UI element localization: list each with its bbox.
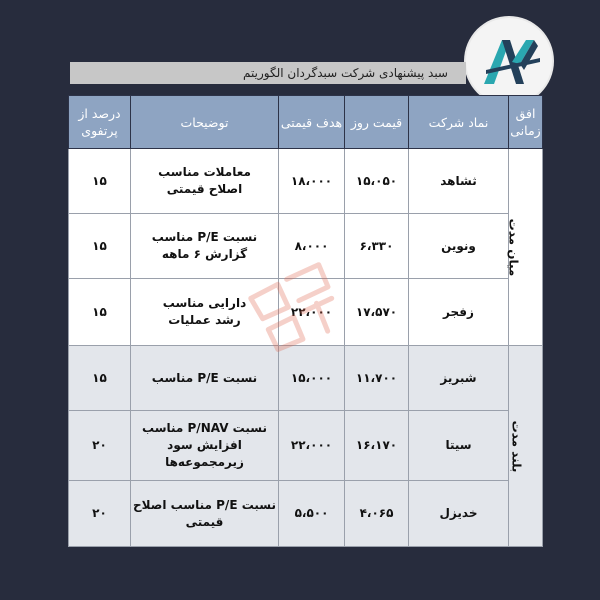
target-cell: ۸،۰۰۰ bbox=[279, 214, 345, 279]
price-cell: ۶،۳۳۰ bbox=[345, 214, 409, 279]
desc-line-1: نسبت P/E مناسب اصلاح bbox=[132, 497, 277, 512]
percent-cell: ۲۰ bbox=[69, 481, 131, 547]
desc-cell bbox=[131, 411, 279, 481]
desc-cell bbox=[131, 481, 279, 547]
table-header-row bbox=[69, 96, 543, 149]
price-cell: ۱۶،۱۷۰ bbox=[345, 411, 409, 481]
table-row bbox=[69, 214, 543, 279]
company-logo bbox=[466, 18, 552, 104]
target-cell: ۲۲،۰۰۰ bbox=[279, 279, 345, 346]
symbol-cell: سیتا bbox=[409, 411, 509, 481]
symbol-cell: ثشاهد bbox=[409, 149, 509, 214]
header-percent: درصد از پرتفوی bbox=[69, 96, 131, 149]
target-cell: ۱۸،۰۰۰ bbox=[279, 149, 345, 214]
target-cell: ۱۵،۰۰۰ bbox=[279, 346, 345, 411]
symbol-cell: خدیزل bbox=[409, 481, 509, 547]
desc-cell bbox=[131, 149, 279, 214]
horizon-label: میان مدت bbox=[506, 218, 521, 276]
desc-line-1: معاملات مناسب bbox=[158, 165, 251, 179]
header-desc: توضیحات bbox=[131, 96, 279, 149]
table-row bbox=[69, 279, 543, 346]
percent-cell: ۱۵ bbox=[69, 346, 131, 411]
desc-line-1: نسبت P/E مناسب bbox=[151, 370, 258, 385]
logo-mark-icon bbox=[466, 18, 552, 104]
price-cell: ۱۱،۷۰۰ bbox=[345, 346, 409, 411]
header-target: هدف قیمتی bbox=[279, 96, 345, 149]
desc-line-1: دارایی مناسب bbox=[162, 296, 247, 310]
symbol-cell: ونوین bbox=[409, 214, 509, 279]
desc-line-2: گزارش ۶ ماهه bbox=[161, 247, 248, 261]
target-cell: ۵،۵۰۰ bbox=[279, 481, 345, 547]
horizon-cell bbox=[506, 149, 543, 346]
table-row bbox=[69, 411, 543, 481]
portfolio-table bbox=[68, 95, 543, 547]
header-price: قیمت روز bbox=[345, 96, 409, 149]
desc-line-2: رشد عملیات bbox=[168, 313, 241, 327]
desc-line-1: نسبت P/NAV مناسب bbox=[142, 421, 267, 435]
horizon-cell bbox=[509, 346, 543, 547]
table-row bbox=[69, 481, 543, 547]
desc-cell bbox=[131, 214, 279, 279]
percent-cell: ۲۰ bbox=[69, 411, 131, 481]
desc-cell bbox=[131, 279, 279, 346]
target-cell: ۲۲،۰۰۰ bbox=[279, 411, 345, 481]
symbol-cell: زفجر bbox=[409, 279, 509, 346]
percent-cell: ۱۵ bbox=[69, 214, 131, 279]
desc-line-2: اصلاح قیمتی bbox=[166, 182, 243, 196]
page-title: سبد پیشنهادی شرکت سبدگردان الگوریتم bbox=[70, 62, 466, 84]
desc-line-2: قیمتی bbox=[185, 514, 224, 529]
price-cell: ۱۷،۵۷۰ bbox=[345, 279, 409, 346]
percent-cell: ۱۵ bbox=[69, 149, 131, 214]
header-horizon: افق زمانی bbox=[509, 96, 543, 149]
price-cell: ۱۵،۰۵۰ bbox=[345, 149, 409, 214]
percent-cell: ۱۵ bbox=[69, 279, 131, 346]
desc-cell bbox=[131, 346, 279, 411]
header-symbol: نماد شرکت bbox=[409, 96, 509, 149]
table-row bbox=[69, 346, 543, 411]
price-cell: ۴،۰۶۵ bbox=[345, 481, 409, 547]
desc-line-2: افزایش سود زیرمجموعه‌ها bbox=[165, 438, 244, 469]
symbol-cell: شبریز bbox=[409, 346, 509, 411]
desc-line-1: نسبت P/E مناسب bbox=[151, 230, 258, 244]
horizon-label: بلند مدت bbox=[509, 420, 524, 472]
table-row bbox=[69, 149, 543, 214]
